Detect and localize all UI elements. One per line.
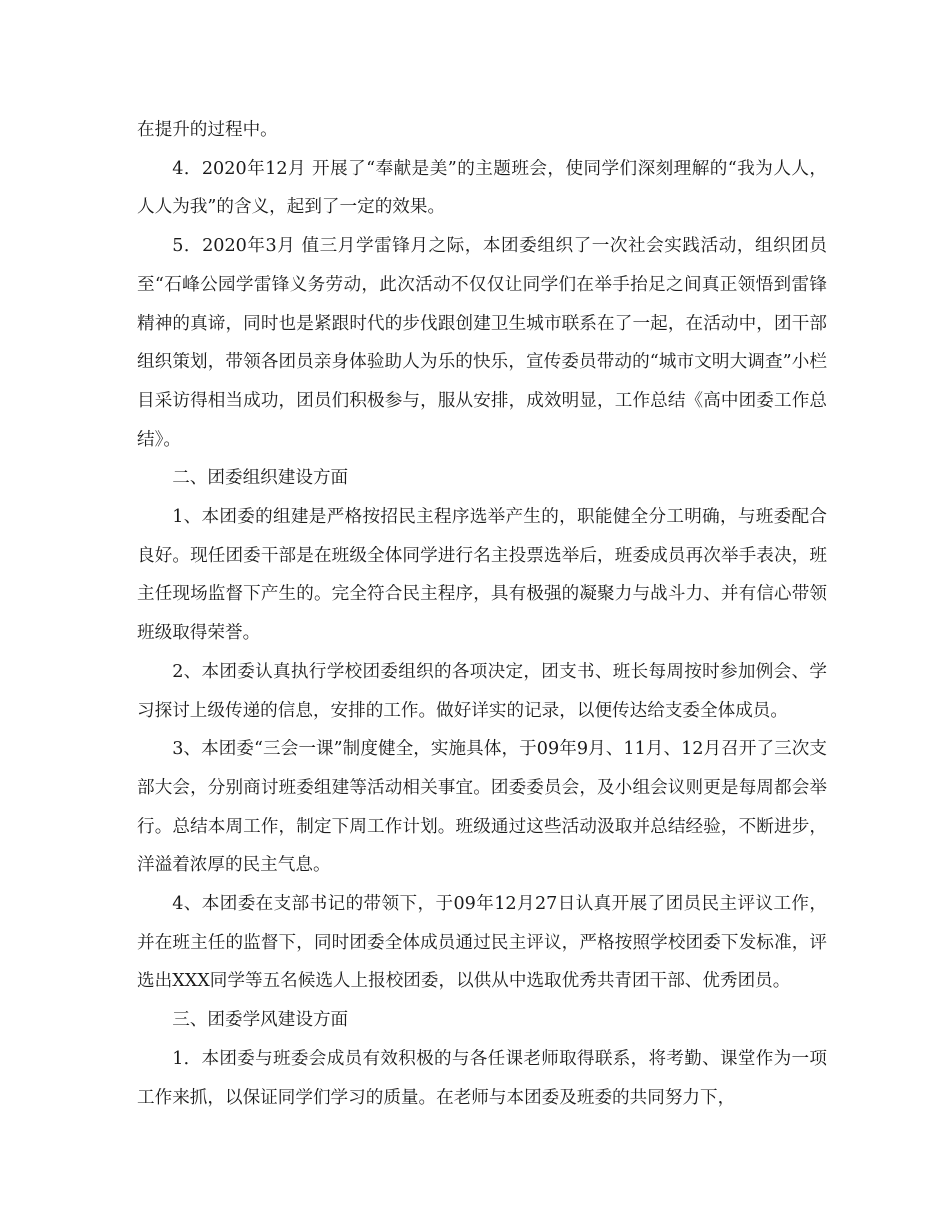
paragraph-study-1: 1．本团委与班委会成员有效积极的与各任课老师取得联系，将考勤、课堂作为一项工作来抓，以保证同学们学习的质量。在老师与本团委及班委的共同努力下，	[137, 1048, 827, 1108]
section-heading-organization: 二、团委组织建设方面	[172, 468, 349, 489]
paragraph-continuation: 在提升的过程中。	[137, 120, 278, 140]
paragraph-item-4-theme-meeting: 4．2020年12月 开展了“奉献是美”的主题班会，使同学们深刻理解的“我为人人，人人为我”的含义，起到了一定的效果。	[137, 158, 827, 218]
document-body	[137, 111, 827, 1117]
paragraph-org-3: 3、本团委“三会一课”制度健全，实施具体，于09年9月、11月、12月召开了三次支部大会，分别商讨班委组建等活动相关事宜。团委委员会，及小组会议则更是每周都会举行。总结本周工作，制定下周工作计划。班级通过这些活动汲取并总结经验，不断进步，洋溢着浓厚的民主气息。	[137, 739, 827, 876]
section-heading-study-style: 三、团委学风建设方面	[172, 1010, 349, 1031]
paragraph-item-5-social-practice: 5．2020年3月 值三月学雷锋月之际，本团委组织了一次社会实践活动，组织团员至“石峰公园学雷锋义务劳动，此次活动不仅仅让同学们在举手抬足之间真正领悟到雷锋精神的真谛，同时也是紧跟时代的步伐跟创建卫生城市联系在了一起，在活动中，团干部组织策划，带领各团员亲身体验助人为乐的快乐，宣传委员带动的“城市文明大调查”小栏目采访得相当成功，团员们积极参与，服从安排，成效明显，工作总结《高中团委工作总结》。	[137, 236, 827, 450]
paragraph-org-4: 4、本团委在支部书记的带领下，于09年12月27日认真开展了团员民主评议工作，并在班主任的监督下，同时团委全体成员通过民主评议，严格按照学校团委下发标准，评选出XXX同学等五名候选人上报校团委，以供从中选取优秀共青团干部、优秀团员。	[137, 894, 827, 992]
paragraph-org-2: 2、本团委认真执行学校团委组织的各项决定，团支书、班长每周按时参加例会、学习探讨上级传递的信息，安排的工作。做好详实的记录，以便传达给支委全体成员。	[137, 661, 827, 721]
paragraph-org-1: 1、本团委的组建是严格按招民主程序选举产生的，职能健全分工明确，与班委配合良好。现任团委干部是在班级全体同学进行名主投票选举后，班委成员再次举手表决，班主任现场监督下产生的。完全符合民主程序，具有极强的凝聚力与战斗力、并有信心带领班级取得荣誉。	[137, 507, 827, 644]
